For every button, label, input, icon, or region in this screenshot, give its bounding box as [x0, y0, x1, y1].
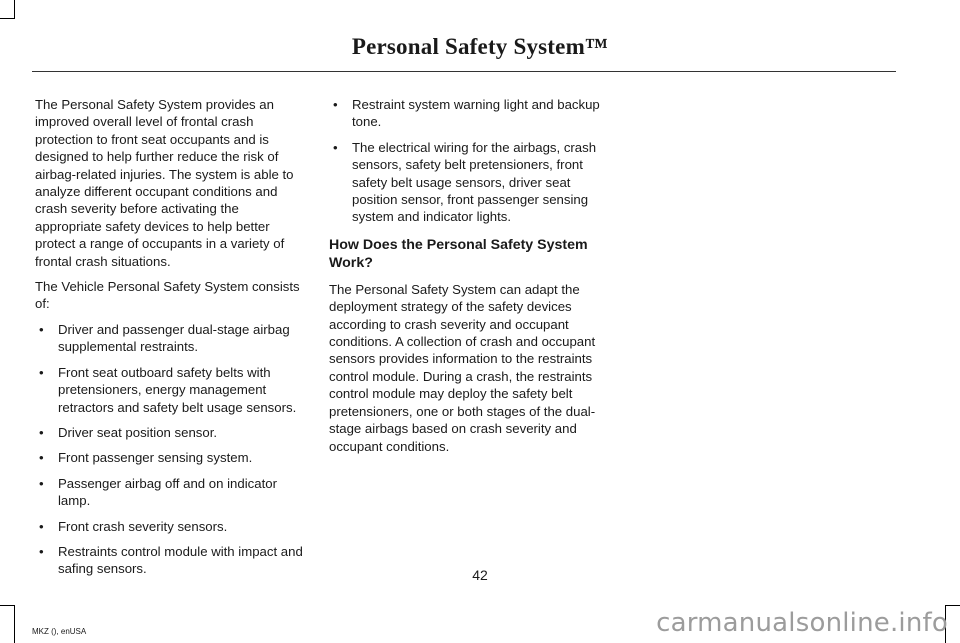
right-column [329, 96, 601, 463]
page-title: Personal Safety System™ [351, 34, 609, 59]
bullet: • [39, 475, 44, 491]
list-item: • Front seat outboard safety belts with pretensioners, energy management retractors and safety belt usage sensors. [39, 364, 297, 415]
list-item: • The electrical wiring for the airbags, crash sensors, safety belt pretensioners, front safety belt usage sensors, driver seat position sensor, front passenger sensing system and indicator lights. [333, 139, 597, 225]
bullet: • [333, 97, 338, 112]
crop-mark [14, 605, 15, 643]
bullet: • [39, 321, 44, 337]
bullet: • [333, 139, 338, 155]
list-item: • Restraint system warning light and backup tone. [333, 97, 600, 130]
components-list-continued [329, 96, 601, 226]
intro-paragraph: The Personal Safety System provides an improved overall level of frontal crash protection to front seat occupants and is designed to help further reduce the risk of airbag-related injuries. The system is able to analyze different occupant conditions and crash severity before activating the appropriate safety devices to help better protect a range of occupants in a variety of frontal crash situations. [35, 97, 294, 269]
left-column [35, 96, 307, 586]
bullet: • [39, 364, 44, 380]
crop-mark [945, 605, 960, 606]
body-paragraph: The Personal Safety System can adapt the deployment strategy of the safety devices according to crash severity and occupant conditions. A collection of crash and occupant sensors provides information to the restraints control module. During a crash, the restraints control module may deploy the safety belt pretensioners, one or both stages of the dual-stage airbags based on crash severity and occupant conditions. [329, 281, 596, 454]
crop-mark [0, 605, 14, 606]
consists-of-paragraph: The Vehicle Personal Safety System consists of: [35, 279, 300, 312]
list-item: • Front crash severity sensors. [39, 518, 228, 534]
components-list [35, 321, 307, 578]
list-item: • Driver and passenger dual-stage airbag supplemental restraints. [39, 321, 290, 355]
page-number: 42 [472, 567, 488, 583]
crop-mark [14, 0, 15, 19]
list-item: • Passenger airbag off and on indicator lamp. [39, 475, 277, 509]
bullet: • [39, 450, 44, 466]
header-divider [32, 71, 896, 72]
list-item: • Driver seat position sensor. [39, 424, 218, 440]
crop-mark [0, 18, 14, 19]
section-heading: How Does the Personal Safety System Work? [329, 236, 588, 271]
bullet: • [39, 424, 44, 440]
bullet: • [39, 543, 44, 559]
watermark: carmanualsonline.info [656, 608, 948, 638]
bullet: • [39, 518, 44, 534]
footer-code: MKZ (), enUSA [32, 627, 87, 636]
list-item: • Front passenger sensing system. [39, 450, 253, 466]
list-item: • Restraints control module with impact and safing sensors. [39, 543, 303, 577]
